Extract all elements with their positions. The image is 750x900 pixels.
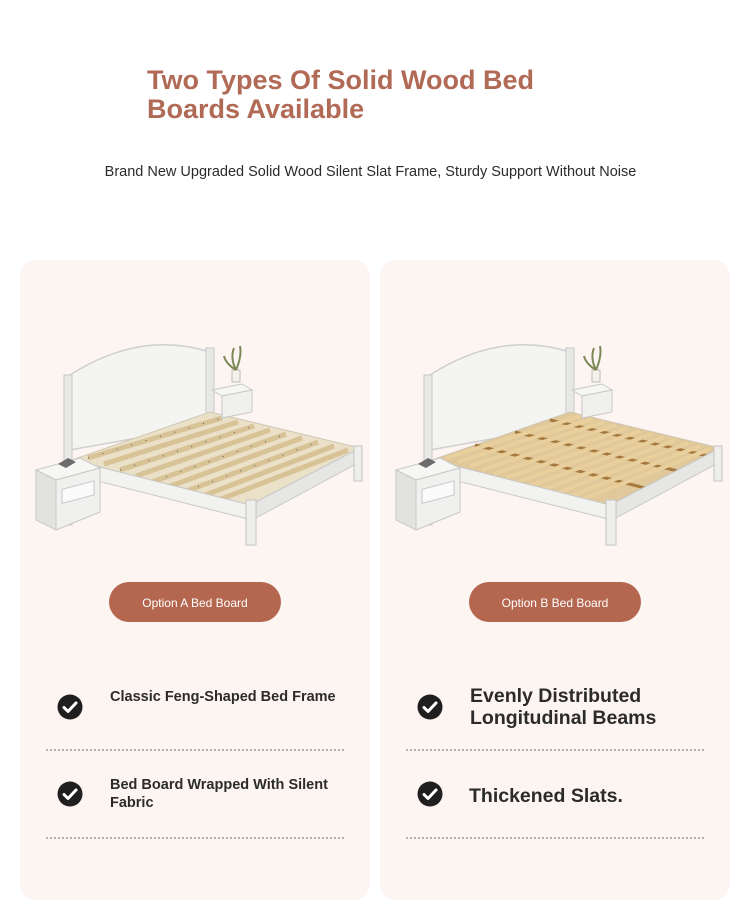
check-icon xyxy=(417,781,443,807)
option-b-card xyxy=(380,260,730,900)
divider xyxy=(406,837,704,839)
divider xyxy=(46,837,344,839)
feature-text: Bed Board Wrapped With Silent Fabric xyxy=(110,777,328,811)
page-title: Two Types Of Solid Wood Bed Boards Available xyxy=(147,65,534,124)
divider xyxy=(406,749,704,751)
check-icon xyxy=(57,694,83,720)
feature-text: Classic Feng-Shaped Bed Frame xyxy=(110,689,336,705)
option-a-card xyxy=(20,260,370,900)
option-b-button[interactable]: Option B Bed Board xyxy=(469,582,641,622)
check-icon xyxy=(417,694,443,720)
bed-image-option-a xyxy=(30,300,365,550)
option-a-button[interactable]: Option A Bed Board xyxy=(109,582,281,622)
bed-image-option-b xyxy=(390,300,725,550)
page-subtitle: Brand New Upgraded Solid Wood Silent Slat Frame, Sturdy Support Without Noise xyxy=(104,164,637,180)
feature-text: Thickened Slats. xyxy=(469,785,623,807)
feature-text: Evenly Distributed Longitudinal Beams xyxy=(470,685,657,729)
check-icon xyxy=(57,781,83,807)
divider xyxy=(46,749,344,751)
